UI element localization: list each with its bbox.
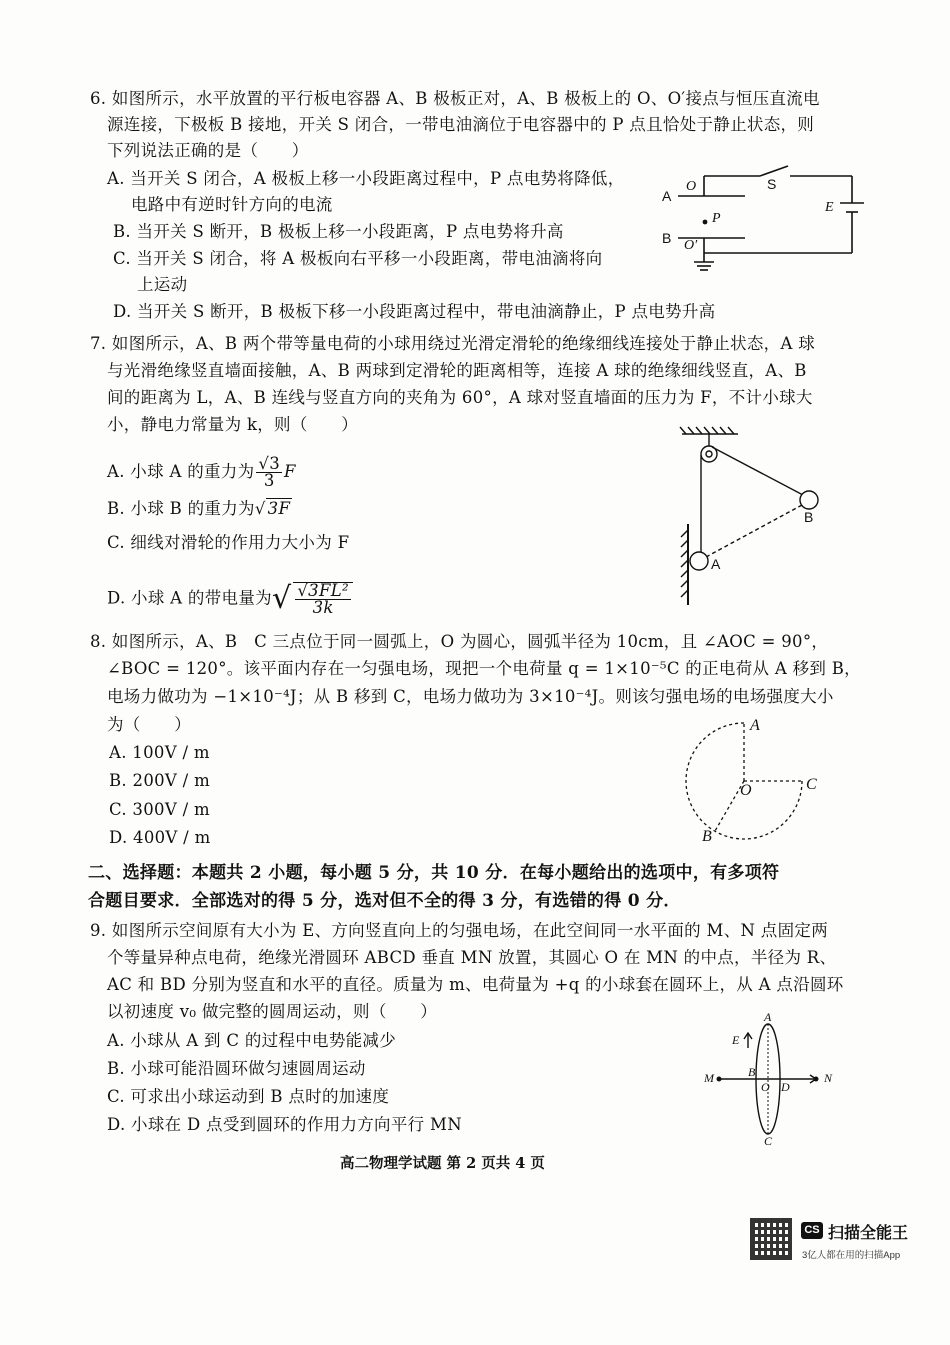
q9-option-a: A. 小球从 A 到 C 的过程中电势能减少: [107, 1031, 397, 1050]
q7-option-d: D. 小球 A 的带电量为√ $\frac{\text{√3FL²}}{3k}$: [107, 582, 355, 616]
q7-stem-line2: 与光滑绝缘竖直墙面接触，A、B 两球到定滑轮的距离相等，连接 A 球的绝缘细线竖直，A、B: [107, 361, 807, 380]
q9-label-n: N: [824, 1071, 833, 1085]
q9-stem-line1: 9. 如图所示空间原有大小为 E、方向竖直向上的匀强电场，在此空间同一水平面的 M、N 点固定两: [90, 921, 828, 940]
q6-label-b: B: [662, 230, 672, 246]
q9-label-o: O: [761, 1080, 770, 1094]
q6-label-p: P: [712, 211, 721, 226]
q9-label-b: B: [748, 1065, 756, 1079]
q8-stem-line1: 8. 如图所示，A、B C 三点位于同一圆弧上，O 为圆心，圆弧半径为 10cm，且 ∠AOC = 90°，: [90, 632, 829, 651]
q6-option-a-line1: A. 当开关 S 闭合，A 极板上移一小段距离过程中，P 点电势将降低，: [107, 169, 625, 188]
page-footer: 高二物理学试题 第 2 页共 4 页: [340, 1155, 545, 1172]
q7-stem-line3: 间的距离为 L，A、B 连线与竖直方向的夹角为 60°，A 球对竖直墙面的压力为 F，不计小球大: [107, 388, 813, 407]
q6-option-d: D. 当开关 S 断开，B 极板下移一小段距离过程中，带电油滴静止，P 点电势升高: [113, 302, 716, 321]
q7-stem-line4: 小，静电力常量为 k，则（ ）: [107, 415, 359, 434]
q6-label-o-prime: O′: [684, 238, 698, 253]
q6-label-o: O: [686, 179, 697, 194]
q7-option-a-fraction: $\frac{√3}{3}$: [258, 454, 281, 490]
q8-label-o: O: [740, 782, 752, 799]
q9-label-c: C: [764, 1134, 773, 1148]
q7-option-a: A. 小球 A 的重力为 $\frac{√3}{3}$ F: [107, 454, 296, 490]
q9-label-m: M: [704, 1071, 714, 1085]
scanner-tagline: 3亿人都在用的扫描App: [802, 1250, 901, 1261]
q7-label-a: A: [711, 556, 721, 572]
q8-option-c: C. 300V / m: [109, 800, 210, 819]
q8-option-d: D. 400V / m: [109, 828, 211, 847]
q6-label-a: A: [662, 188, 672, 204]
q6-stem-line3: 下列说法正确的是（ ）: [107, 141, 309, 160]
q7-option-d-fraction: $\frac{\text{√3FL²}}{3k}$: [293, 582, 353, 616]
section2-heading-line2: 合题目要求．全部选对的得 5 分，选对但不全的得 3 分，有选错的得 0 分．: [88, 891, 681, 911]
q9-option-c: C. 可求出小球运动到 B 点时的加速度: [107, 1087, 390, 1106]
scanner-app-name: 扫描全能王: [828, 1225, 909, 1242]
q6-option-c-line1: C. 当开关 S 闭合，将 A 极板向右平移一小段距离，带电油滴将向: [113, 249, 603, 268]
q8-label-b: B: [702, 828, 712, 845]
q9-charge-n: [814, 1077, 819, 1082]
q9-stem-line2: 个等量异种点电荷，绝缘光滑圆环 ABCD 垂直 MN 放置，其圆心 O 在 MN 的中点，半径为 R、: [107, 948, 837, 967]
q7-option-c: C. 细线对滑轮的作用力大小为 F: [107, 533, 350, 552]
q6-option-c-line2: 上运动: [137, 275, 188, 294]
q6-option-b: B. 当开关 S 断开，B 极板上移一小段距离，P 点电势将升高: [113, 222, 564, 241]
q7-label-b: B: [804, 509, 814, 525]
q9-stem-line3: AC 和 BD 分别为竖直和水平的直径。质量为 m、电荷量为 +q 的小球套在圆环上，从 A 点沿圆环: [107, 975, 844, 994]
q6-stem-line1: 6. 如图所示，水平放置的平行板电容器 A、B 极板正对，A、B 极板上的 O、O′接点与恒压直流电: [90, 89, 820, 108]
q8-label-a: A: [750, 717, 760, 734]
q9-label-e: E: [732, 1033, 740, 1047]
q9-option-b: B. 小球可能沿圆环做匀速圆周运动: [107, 1059, 366, 1078]
q6-stem-line2: 源连接，下极板 B 接地，开关 S 闭合，一带电油滴位于电容器中的 P 点且恰处于静止状态，则: [107, 115, 815, 134]
q6-option-a-line2: 电路中有逆时针方向的电流: [131, 195, 333, 214]
q6-label-e: E: [825, 200, 834, 215]
q9-stem-line4: 以初速度 v₀ 做完整的圆周运动，则（ ）: [107, 1002, 438, 1021]
scanner-logo: CS: [801, 1222, 823, 1239]
q8-option-b: B. 200V / m: [109, 771, 211, 790]
q8-stem-line3: 电场力做功为 −1×10⁻⁴J；从 B 移到 C，电场力做功为 3×10⁻⁴J。则该匀强电场的电场强度大小: [107, 687, 834, 706]
q9-label-d: D: [781, 1080, 790, 1094]
section2-heading-line1: 二、选择题：本题共 2 小题，每小题 5 分，共 10 分．在每小题给出的选项中，有多项符: [88, 863, 780, 883]
q8-option-a: A. 100V / m: [109, 743, 210, 762]
q9-charge-m: [717, 1077, 722, 1082]
q8-stem-line2: ∠BOC = 120°。该平面内存在一匀强电场，现把一个电荷量 q = 1×10⁻⁵C 的正电荷从 A 移到 B，: [107, 659, 861, 678]
q8-label-c: C: [806, 776, 817, 793]
q7-stem-line1: 7. 如图所示，A、B 两个带等量电荷的小球用绕过光滑定滑轮的绝缘细线连接处于静止状态，A 球: [90, 334, 816, 353]
q9-option-d: D. 小球在 D 点受到圆环的作用力方向平行 MN: [107, 1115, 462, 1134]
q7-option-b: B. 小球 B 的重力为√ 3F: [107, 499, 291, 518]
q6-label-s: S: [767, 176, 777, 192]
qr-code-icon: [750, 1218, 792, 1260]
q8-stem-line4: 为（ ）: [107, 715, 191, 734]
q9-label-a: A: [764, 1010, 772, 1024]
